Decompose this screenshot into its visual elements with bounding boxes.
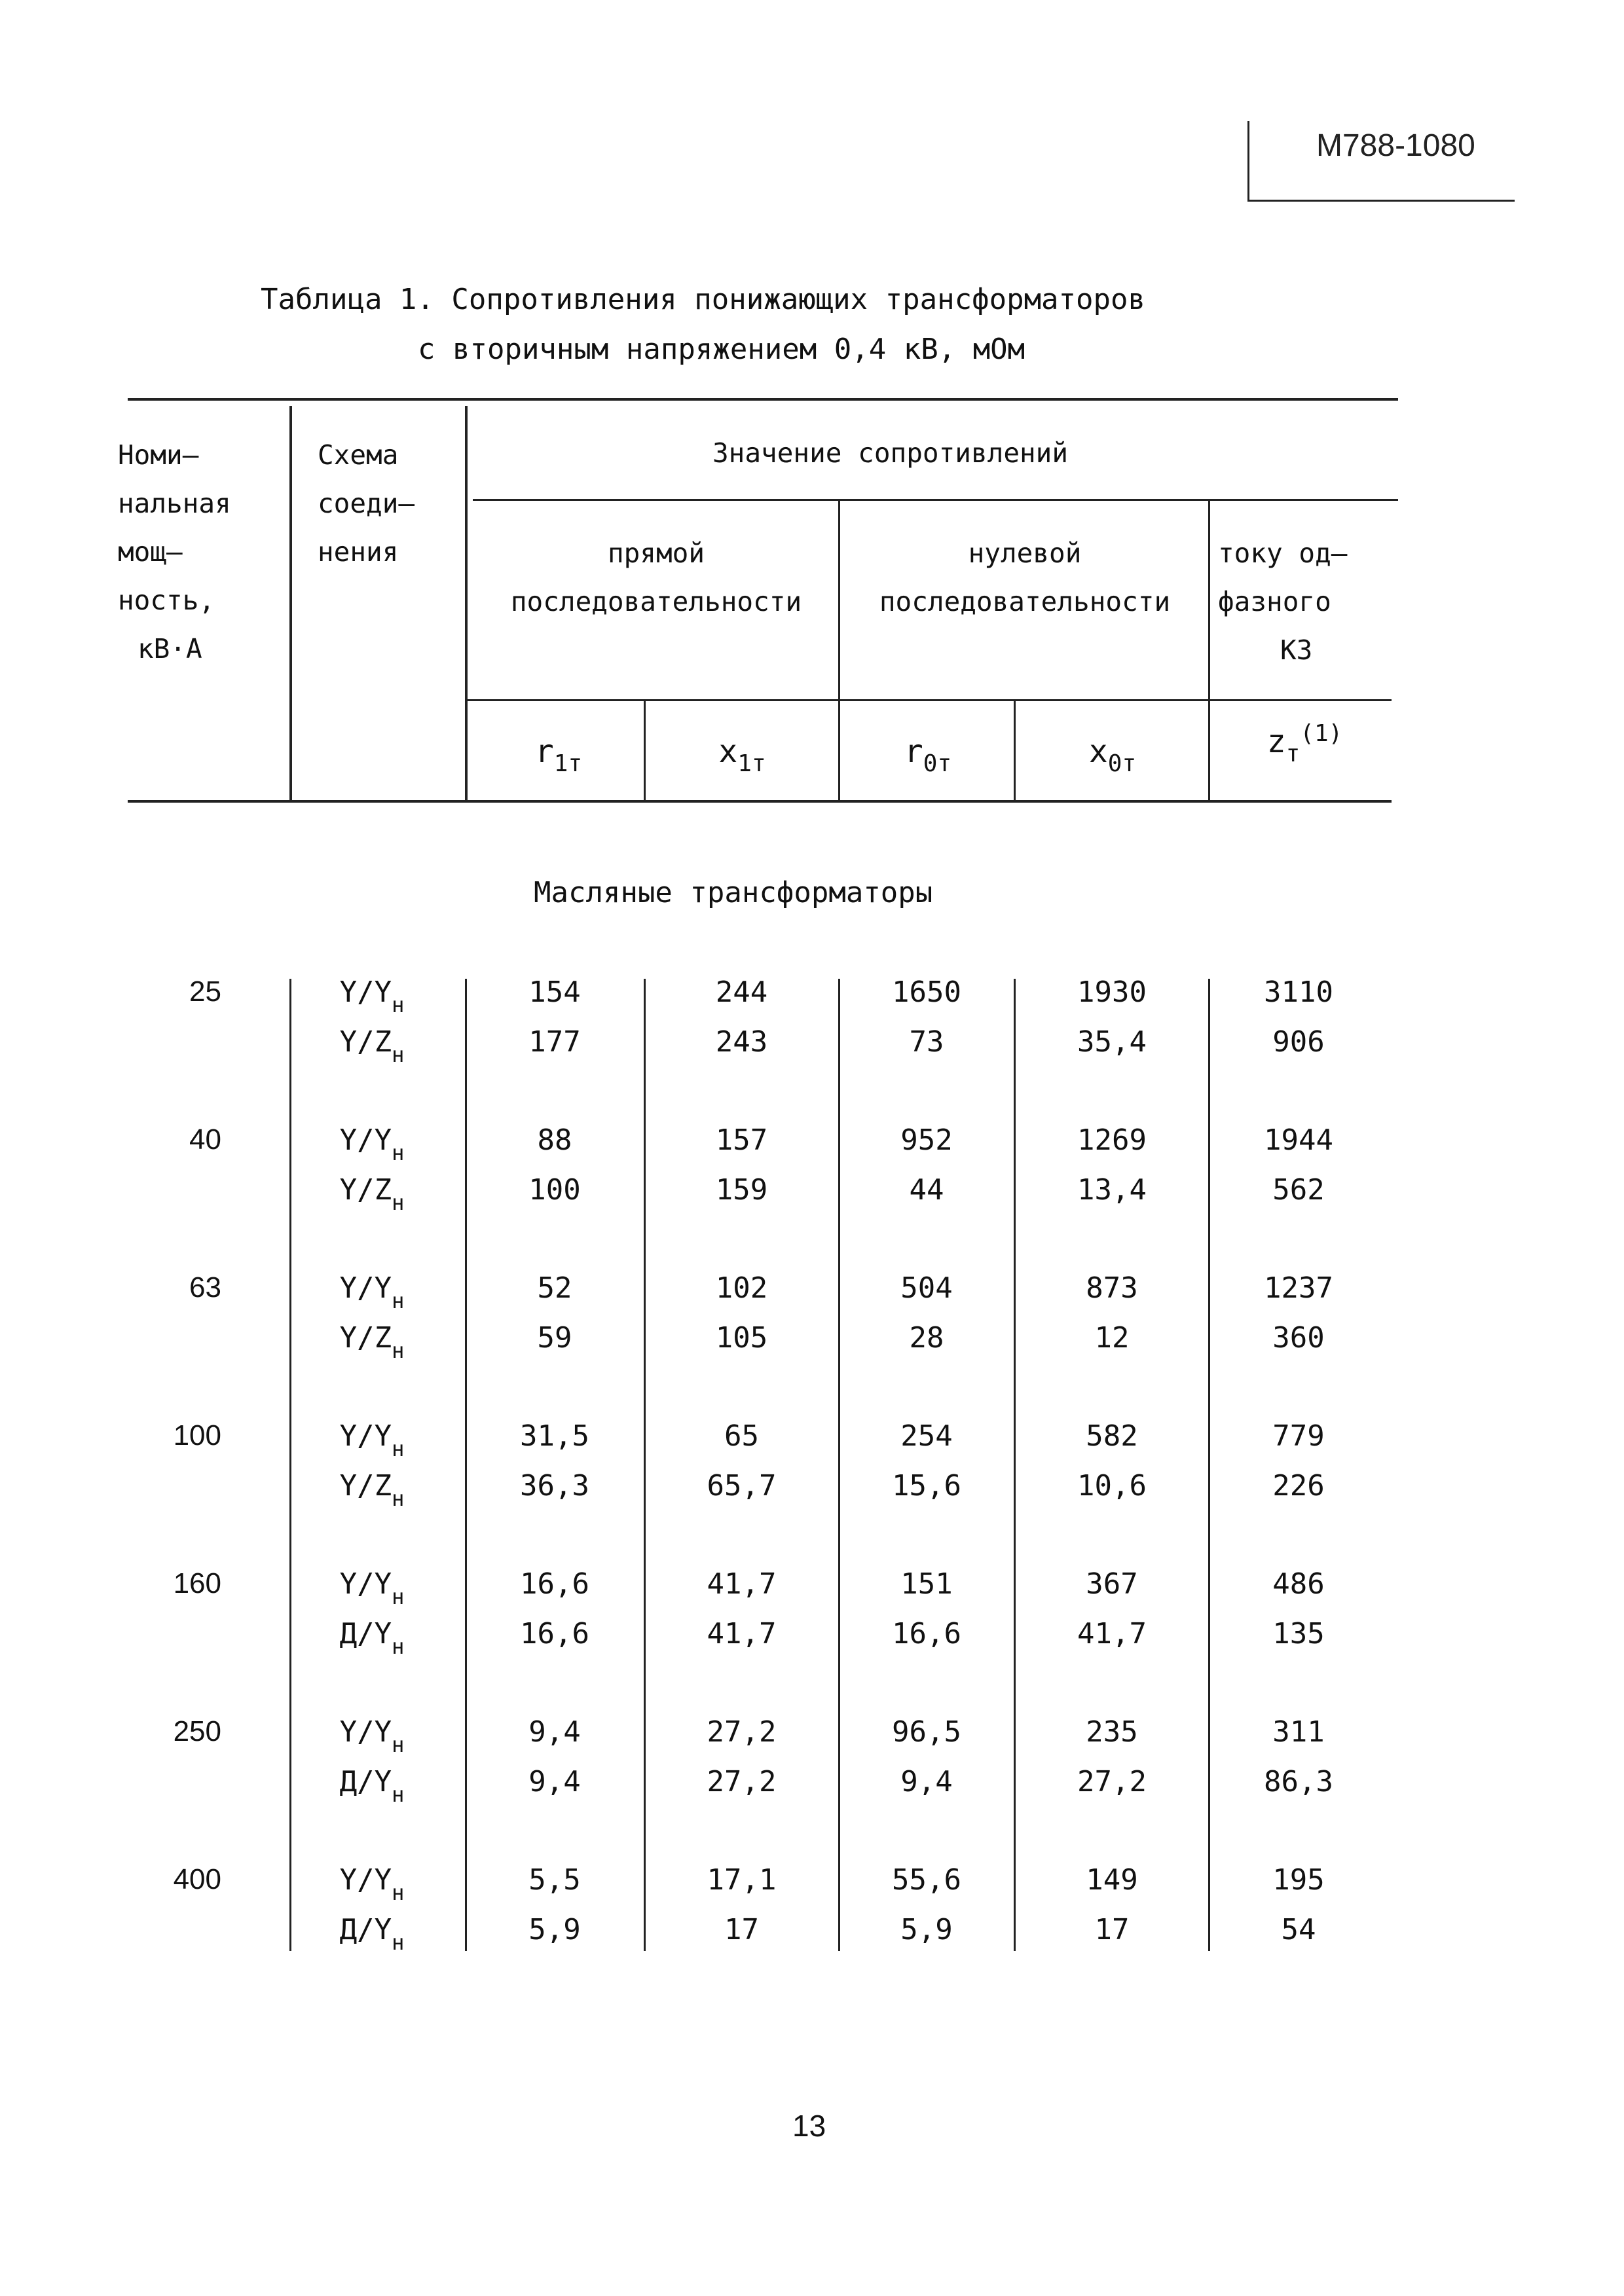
cell-r0: 96,5: [892, 1715, 961, 1749]
symbol-x0t: $x_{0т}$: [1088, 733, 1137, 777]
cell-z1: 906: [1272, 1025, 1325, 1059]
cell-z1: 779: [1272, 1419, 1325, 1453]
cell-r0: 254: [900, 1419, 953, 1453]
cell-z1: 562: [1272, 1173, 1325, 1207]
cell-x0: 149: [1086, 1863, 1138, 1897]
connection-scheme: $Y/Y_н$: [339, 1419, 405, 1461]
connection-scheme: $Y/Y_н$: [339, 1567, 405, 1609]
cell-r0: 28: [909, 1321, 944, 1355]
cell-x0: 17: [1094, 1913, 1130, 1946]
cell-x1: 65: [724, 1419, 759, 1453]
header-col-divider-1: [289, 406, 292, 802]
cell-r0: 44: [909, 1173, 944, 1207]
power-value: 40: [189, 1123, 221, 1156]
header-top-rule: [128, 398, 1398, 401]
cell-r0: 504: [900, 1271, 953, 1305]
cell-r1: 31,5: [520, 1419, 589, 1453]
section-title: Масляные трансформаторы: [534, 876, 933, 909]
cell-x0: 582: [1086, 1419, 1138, 1453]
cell-x1: 105: [715, 1321, 768, 1355]
cell-z1: 54: [1281, 1913, 1316, 1946]
header-middle-rule: [473, 499, 1398, 501]
cell-x0: 1269: [1077, 1123, 1147, 1157]
cell-r0: 55,6: [892, 1863, 961, 1897]
body-col-divider-1: [289, 979, 291, 1951]
header-col-divider-2: [465, 406, 468, 802]
cell-r0: 151: [900, 1567, 953, 1601]
cell-r1: 52: [537, 1271, 572, 1305]
cell-z1: 3110: [1264, 975, 1333, 1009]
cell-x1: 17: [724, 1913, 759, 1946]
cell-z1: 1237: [1264, 1271, 1333, 1305]
page-number: 13: [792, 2109, 826, 2143]
cell-r1: 5,9: [528, 1913, 581, 1946]
symbol-r1t: $r_{1т}$: [534, 733, 583, 777]
cell-r1: 16,6: [520, 1617, 589, 1650]
power-value: 160: [173, 1567, 221, 1599]
cell-r0: 9,4: [900, 1765, 953, 1798]
connection-scheme: $Д/Y_н$: [339, 1913, 405, 1955]
cell-r0: 16,6: [892, 1617, 961, 1650]
cell-x1: 102: [715, 1271, 768, 1305]
cell-r1: 16,6: [520, 1567, 589, 1601]
cell-r0: 1650: [892, 975, 961, 1009]
cell-z1: 1944: [1264, 1123, 1333, 1157]
connection-scheme: $Y/Y_н$: [339, 1715, 405, 1757]
cell-z1: 86,3: [1264, 1765, 1333, 1798]
cell-x1: 243: [715, 1025, 768, 1059]
cell-x1: 41,7: [707, 1567, 777, 1601]
cell-x0: 10,6: [1077, 1469, 1147, 1503]
header-bottom-rule: [128, 800, 1392, 803]
header-zero-sequence: нулевой последовательности: [879, 538, 1171, 617]
power-value: 25: [189, 975, 221, 1008]
header-power-label: Номи– нальная мощ– ность, кВ·А: [118, 439, 231, 665]
connection-scheme: $Y/Z_н$: [339, 1025, 405, 1067]
cell-x0: 27,2: [1077, 1765, 1147, 1798]
symbol-x1t: $x_{1т}$: [718, 733, 766, 777]
cell-r0: 15,6: [892, 1469, 961, 1503]
cell-x0: 13,4: [1077, 1173, 1147, 1207]
connection-scheme: $Y/Z_н$: [339, 1469, 405, 1511]
document-code: М788-1080: [1316, 128, 1475, 163]
power-value: 100: [173, 1419, 221, 1451]
header-scheme-label: Схема соеди– нения: [318, 439, 415, 568]
connection-scheme: $Y/Y_н$: [339, 975, 405, 1017]
connection-scheme: $Д/Y_н$: [339, 1765, 405, 1807]
header-positive-sequence: прямой последовательности: [510, 538, 802, 617]
connection-scheme: $Y/Y_н$: [339, 1271, 405, 1313]
connection-scheme: $Y/Y_н$: [339, 1123, 405, 1165]
cell-x1: 27,2: [707, 1765, 777, 1798]
cell-z1: 226: [1272, 1469, 1325, 1503]
connection-scheme: $Y/Z_н$: [339, 1173, 405, 1215]
header-single-phase: току од– фазного КЗ: [1218, 538, 1348, 666]
cell-z1: 486: [1272, 1567, 1325, 1601]
cell-r1: 59: [537, 1321, 572, 1355]
header-values-label: Значение сопротивлений: [712, 437, 1069, 469]
symbol-z1t: $z_т^{(1)}$: [1266, 720, 1343, 767]
cell-r1: 9,4: [528, 1715, 581, 1749]
connection-scheme: $Д/Y_н$: [339, 1617, 405, 1659]
cell-r1: 100: [528, 1173, 581, 1207]
cell-x1: 65,7: [707, 1469, 777, 1503]
cell-z1: 195: [1272, 1863, 1325, 1897]
header-symbols-rule: [466, 699, 1392, 701]
cell-r0: 73: [909, 1025, 944, 1059]
cell-z1: 135: [1272, 1617, 1325, 1650]
cell-x1: 41,7: [707, 1617, 777, 1650]
cell-x0: 1930: [1077, 975, 1147, 1009]
cell-x1: 244: [715, 975, 768, 1009]
cell-x0: 41,7: [1077, 1617, 1147, 1650]
table-title-line1: Таблица 1. Сопротивления понижающих трансформаторов: [261, 283, 1146, 316]
cell-x1: 17,1: [707, 1863, 777, 1897]
cell-x0: 367: [1086, 1567, 1138, 1601]
cell-x1: 157: [715, 1123, 768, 1157]
cell-r1: 154: [528, 975, 581, 1009]
connection-scheme: $Y/Z_н$: [339, 1321, 405, 1363]
cell-r1: 9,4: [528, 1765, 581, 1798]
cell-x1: 159: [715, 1173, 768, 1207]
power-value: 250: [173, 1715, 221, 1747]
cell-x0: 873: [1086, 1271, 1138, 1305]
cell-x0: 12: [1094, 1321, 1130, 1355]
cell-r1: 88: [537, 1123, 572, 1157]
power-value: 63: [189, 1271, 221, 1303]
cell-r1: 177: [528, 1025, 581, 1059]
cell-r1: 5,5: [528, 1863, 581, 1897]
symbol-r0t: $r_{0т}$: [904, 733, 952, 777]
cell-z1: 311: [1272, 1715, 1325, 1749]
cell-r1: 36,3: [520, 1469, 589, 1503]
table-title-line2: с вторичным напряжением 0,4 кВ, мОм: [418, 333, 1025, 366]
cell-x0: 235: [1086, 1715, 1138, 1749]
cell-r0: 5,9: [900, 1913, 953, 1946]
cell-r0: 952: [900, 1123, 953, 1157]
cell-x0: 35,4: [1077, 1025, 1147, 1059]
cell-x1: 27,2: [707, 1715, 777, 1749]
power-value: 400: [173, 1863, 221, 1895]
cell-z1: 360: [1272, 1321, 1325, 1355]
connection-scheme: $Y/Y_н$: [339, 1863, 405, 1905]
